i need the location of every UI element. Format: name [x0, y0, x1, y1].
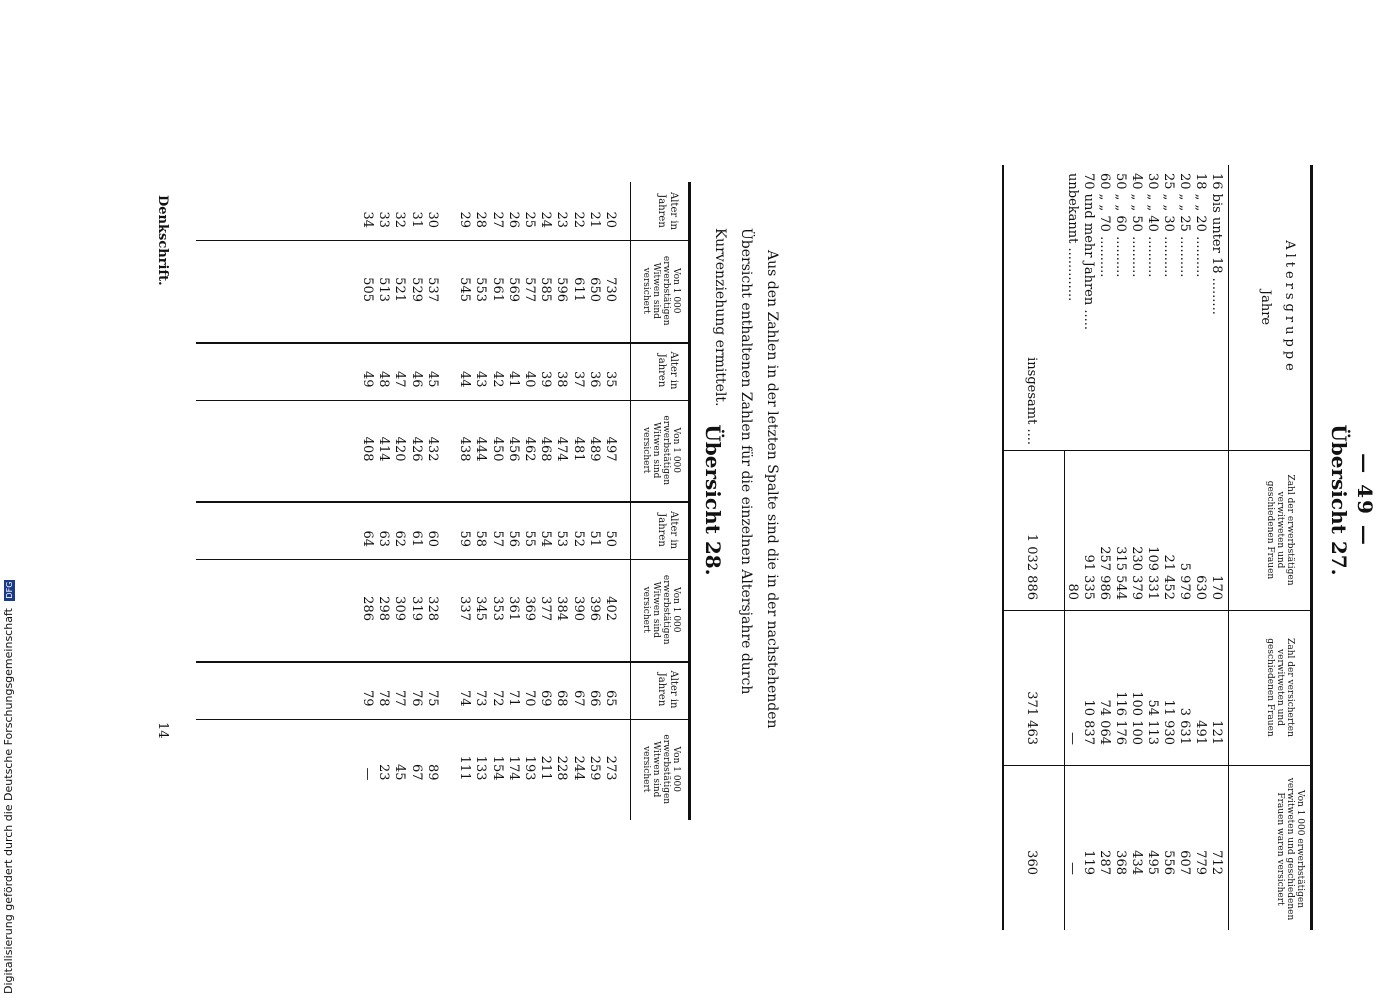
table27-row-label: 50 „ „ 60 ..........	[1113, 173, 1128, 278]
table27-row-col2: 121	[1209, 720, 1224, 745]
table28-age: 49	[360, 370, 375, 388]
table28-age: 71	[505, 689, 521, 707]
table27-row-col2: 3 631	[1177, 707, 1192, 745]
table28-value: 390	[570, 596, 586, 621]
table27-row-col2: 74 064	[1097, 699, 1112, 745]
table27-row-col1: 80	[1065, 583, 1080, 600]
table28-age: 50	[603, 530, 618, 547]
table28-age: 35	[603, 370, 618, 388]
table28-age: 72	[489, 689, 505, 707]
table27-row-col1: 21 452	[1161, 554, 1176, 600]
table28-age: 23	[554, 211, 570, 228]
table28-value: 408	[360, 436, 375, 462]
table28-age: 67	[570, 689, 586, 707]
table28-value: 426	[408, 436, 424, 462]
table28-age: 21	[586, 211, 602, 228]
table27-total-label: insgesamt ....	[1024, 357, 1039, 445]
table27-row-col3: 779	[1193, 850, 1208, 875]
table27-row-col3: 495	[1145, 850, 1160, 875]
table27-row-label: 60 „ „ 70 ..........	[1097, 173, 1112, 278]
table27-row-col3: 712	[1209, 850, 1224, 875]
table28-value: 513	[376, 277, 392, 302]
table27-row-label: unbekannt .............	[1065, 173, 1080, 302]
table28-value: 228	[554, 755, 570, 781]
table28-value: 244	[570, 755, 586, 781]
table28-value: 286	[360, 596, 375, 621]
table28-age: 58	[473, 530, 489, 547]
table28-value: 328	[424, 596, 440, 621]
table28-value: 468	[538, 436, 554, 462]
table28-value: 273	[603, 755, 618, 781]
table27-row-label: 16 bis unter 18 .........	[1209, 173, 1224, 315]
table28-age: 66	[586, 689, 602, 707]
table27-row-col3: 556	[1161, 850, 1176, 875]
table28-value: 450	[489, 436, 505, 462]
table28-value: 133	[473, 755, 489, 781]
table27-title: Übersicht 27.	[1327, 424, 1351, 576]
table27-row-col3: 287	[1097, 850, 1112, 875]
table27-head-group: Altersgruppe	[1282, 240, 1297, 375]
table28-value: 89	[424, 763, 440, 781]
table28-value: 154	[489, 755, 505, 781]
table28-value: 585	[538, 277, 554, 302]
table28-value: 420	[392, 436, 408, 462]
table28-age: 43	[473, 370, 489, 388]
table28-value: 569	[505, 277, 521, 302]
table28-head-age: Alter in Jahren	[656, 351, 679, 390]
table28-age: 70	[522, 689, 537, 707]
table28-value: 553	[473, 277, 489, 302]
table28-value: 414	[376, 436, 392, 462]
table28-age: 44	[457, 370, 473, 388]
table27-head-col1: Zahl der erwerbstätigen verwitweten und geschiedenen Frauen	[1265, 474, 1295, 586]
table28-age: 62	[392, 530, 408, 547]
sidebar-credit-text: Digitalisierung gefördert durch die Deutsche Forschungsgemeinschaft	[2, 608, 15, 994]
table27-row-col3: 119	[1081, 850, 1096, 875]
table28-value: 361	[505, 596, 521, 621]
table28-value: 474	[554, 436, 570, 462]
table27-row-col2: 10 837	[1081, 699, 1096, 745]
table28-age: 38	[554, 370, 570, 388]
table28-head-value: Von 1 000 erwerbstätigen Witwen sind versichert	[641, 574, 681, 645]
table28-value: 337	[457, 596, 473, 621]
table28-value: 309	[392, 596, 408, 621]
table28-head-value: Von 1 000 erwerbstätigen Witwen sind versichert	[641, 255, 681, 326]
table28-value: 521	[392, 277, 408, 302]
table28-age: 40	[522, 370, 537, 388]
table28-age: 45	[424, 370, 440, 388]
table28-age: 65	[603, 689, 618, 707]
table28-age: 51	[586, 530, 602, 547]
table28-value: 529	[408, 277, 424, 302]
table27-head-col2: Zahl der versicherten verwitweten und geschiedenen Frauen	[1265, 638, 1295, 737]
table27-total-b: 371 463	[1024, 691, 1039, 745]
table28-value: 369	[522, 596, 537, 621]
table27-row-label: 70 und mehr Jahren .....	[1081, 173, 1096, 331]
table28-value: 174	[505, 755, 521, 781]
table28-age: 41	[505, 370, 521, 388]
table27-row-label: 20 „ „ 25 ..........	[1177, 173, 1192, 278]
table27-row-col3: 434	[1129, 850, 1144, 875]
table27-row	[1097, 165, 1113, 930]
footer-left: Denkschrift.	[155, 195, 170, 286]
table28-age: 46	[408, 370, 424, 388]
table28-age: 42	[489, 370, 505, 388]
table28-value: 298	[376, 596, 392, 621]
table28-value: 384	[554, 596, 570, 621]
table28-age: 79	[360, 689, 375, 707]
table28-age: 60	[424, 530, 440, 547]
table28-age: 56	[505, 530, 521, 547]
table28-age: 78	[376, 689, 392, 707]
table28-age: 54	[538, 530, 554, 547]
table28-age: 74	[457, 689, 473, 707]
table28-value: 481	[570, 436, 586, 462]
table27-row	[1129, 165, 1145, 930]
table28-age: 22	[570, 211, 586, 228]
table28-age: 27	[489, 211, 505, 228]
table28-value: 537	[424, 277, 440, 302]
table28-age: 39	[538, 370, 554, 388]
table28-value: 611	[570, 277, 586, 302]
dfg-logo: DFG	[5, 581, 14, 599]
table28-value: —	[360, 767, 375, 781]
table27-row	[1081, 165, 1097, 930]
table28-value: 730	[603, 277, 618, 302]
table27-row	[1209, 165, 1225, 930]
table27-row-label: 30 „ „ 40 ..........	[1145, 173, 1160, 278]
table27-row-col2: 100 100	[1129, 691, 1144, 745]
table28-head-age: Alter in Jahren	[656, 192, 679, 230]
table28-age: 36	[586, 370, 602, 388]
table28-age: 77	[392, 689, 408, 707]
table27-row-col1: 230 379	[1129, 546, 1144, 600]
table27-row-col2: 11 930	[1161, 699, 1176, 745]
table28-value: 577	[522, 277, 537, 302]
table27	[1003, 165, 1313, 930]
table28-age: 76	[408, 689, 424, 707]
table28-value: 438	[457, 436, 473, 462]
table28-value: 377	[538, 596, 554, 621]
table28-age: 28	[473, 211, 489, 228]
page-number: — 49 —	[1353, 453, 1377, 547]
table28-head-value: Von 1 000 erwerbstätigen Witwen sind versichert	[641, 415, 681, 486]
table27-row	[1193, 165, 1209, 930]
table28-age: 25	[522, 211, 537, 228]
table28-age: 55	[522, 530, 537, 547]
table28-value: 650	[586, 277, 602, 302]
table27-row-col1: 630	[1193, 575, 1208, 600]
table28-head-value: Von 1 000 erwerbstätigen Witwen sind versichert	[641, 734, 681, 805]
table28-age: 69	[538, 689, 554, 707]
table28-value: 489	[586, 436, 602, 462]
table27-row-col3: —	[1065, 862, 1080, 875]
table28-age: 75	[424, 689, 440, 707]
table28	[191, 182, 691, 820]
table27-row	[1065, 165, 1081, 930]
table28-age: 52	[570, 530, 586, 547]
table27-row-label: 18 „ „ 20 ..........	[1193, 173, 1208, 278]
table28-age: 24	[538, 211, 554, 228]
table28-age: 68	[554, 689, 570, 707]
table27-row-col3: 368	[1113, 850, 1128, 875]
table28-value: 23	[376, 763, 392, 781]
table28-age: 31	[408, 211, 424, 228]
table28-age: 59	[457, 530, 473, 547]
table28-value: 67	[408, 763, 424, 781]
table27-row	[1161, 165, 1177, 930]
table27-row-col1: 315 544	[1113, 546, 1128, 600]
table28-value: 561	[489, 277, 505, 302]
table28-age: 64	[360, 530, 375, 547]
table27-row-col1: 257 986	[1097, 546, 1112, 600]
table27-row-col2: 54 113	[1145, 699, 1160, 745]
table27-row	[1113, 165, 1129, 930]
table28-value: 444	[473, 436, 489, 462]
sidebar-credit	[2, 580, 15, 994]
table28-age: 29	[457, 211, 473, 228]
table27-row-col2: —	[1065, 732, 1080, 745]
table28-value: 497	[603, 436, 618, 462]
table28-age: 37	[570, 370, 586, 388]
table28-age: 26	[505, 211, 521, 228]
table27-row-col1: 5 979	[1177, 562, 1192, 600]
table28-age: 33	[376, 211, 392, 228]
table27-total-a: 1 032 886	[1024, 533, 1039, 600]
table28-value: 319	[408, 596, 424, 621]
table28-value: 353	[489, 596, 505, 621]
table27-row	[1177, 165, 1193, 930]
footer-right: 14	[155, 722, 170, 739]
table27-row-col3: 607	[1177, 850, 1192, 875]
table28-value: 396	[586, 596, 602, 621]
table28-head-age: Alter in Jahren	[656, 670, 679, 709]
table27-row-label: 25 „ „ 30 ..........	[1161, 173, 1176, 278]
table27-row-col1: 91 335	[1081, 554, 1096, 600]
table28-value: 456	[505, 436, 521, 462]
table28-age: 20	[603, 211, 618, 228]
table28-value: 462	[522, 436, 537, 462]
table27-row-col1: 109 331	[1145, 546, 1160, 600]
table28-age: 63	[376, 530, 392, 547]
table28-age: 57	[489, 530, 505, 547]
table27-row-col2: 116 176	[1113, 691, 1128, 745]
table28-age: 61	[408, 530, 424, 547]
table28-age: 34	[360, 211, 375, 228]
table28-value: 193	[522, 755, 537, 781]
table28-value: 259	[586, 755, 602, 781]
table28-age: 32	[392, 211, 408, 228]
table27-head-col3: Von 1 000 erwerbstätigen verwitweten und geschiedenen Frauen waren versichert	[1275, 777, 1305, 921]
table28-value: 211	[538, 755, 554, 781]
table28-value: 45	[392, 763, 408, 781]
table28-value: 596	[554, 277, 570, 302]
table28-title: Übersicht 28.	[701, 424, 725, 576]
table28-head-age: Alter in Jahren	[656, 511, 679, 549]
table28-value: 432	[424, 436, 440, 462]
table27-row-col1: 170	[1209, 575, 1224, 600]
table28-value: 111	[457, 755, 473, 781]
table27-head-unit: Jahre	[1258, 289, 1273, 326]
table28-age: 47	[392, 370, 408, 388]
table27-total-c: 360	[1024, 850, 1039, 875]
paragraph: Aus den Zahlen in der letzten Spalte sind die in der nachstehenden Übersicht enthaltenen Zahlen für die einzelnen Altersjahre durch Kurvenziehung ermittelt.	[712, 228, 780, 729]
table28-value: 402	[603, 596, 618, 621]
table27-row-label: 40 „ „ 50 ..........	[1129, 173, 1144, 278]
table28-value: 505	[360, 277, 375, 302]
table28-value: 345	[473, 596, 489, 621]
table27-row-col2: 491	[1193, 720, 1208, 745]
table28-age: 48	[376, 370, 392, 388]
table28-age: 30	[424, 211, 440, 228]
table27-row	[1145, 165, 1161, 930]
table28-age: 73	[473, 689, 489, 707]
table28-age: 53	[554, 530, 570, 547]
table28-value: 545	[457, 277, 473, 302]
